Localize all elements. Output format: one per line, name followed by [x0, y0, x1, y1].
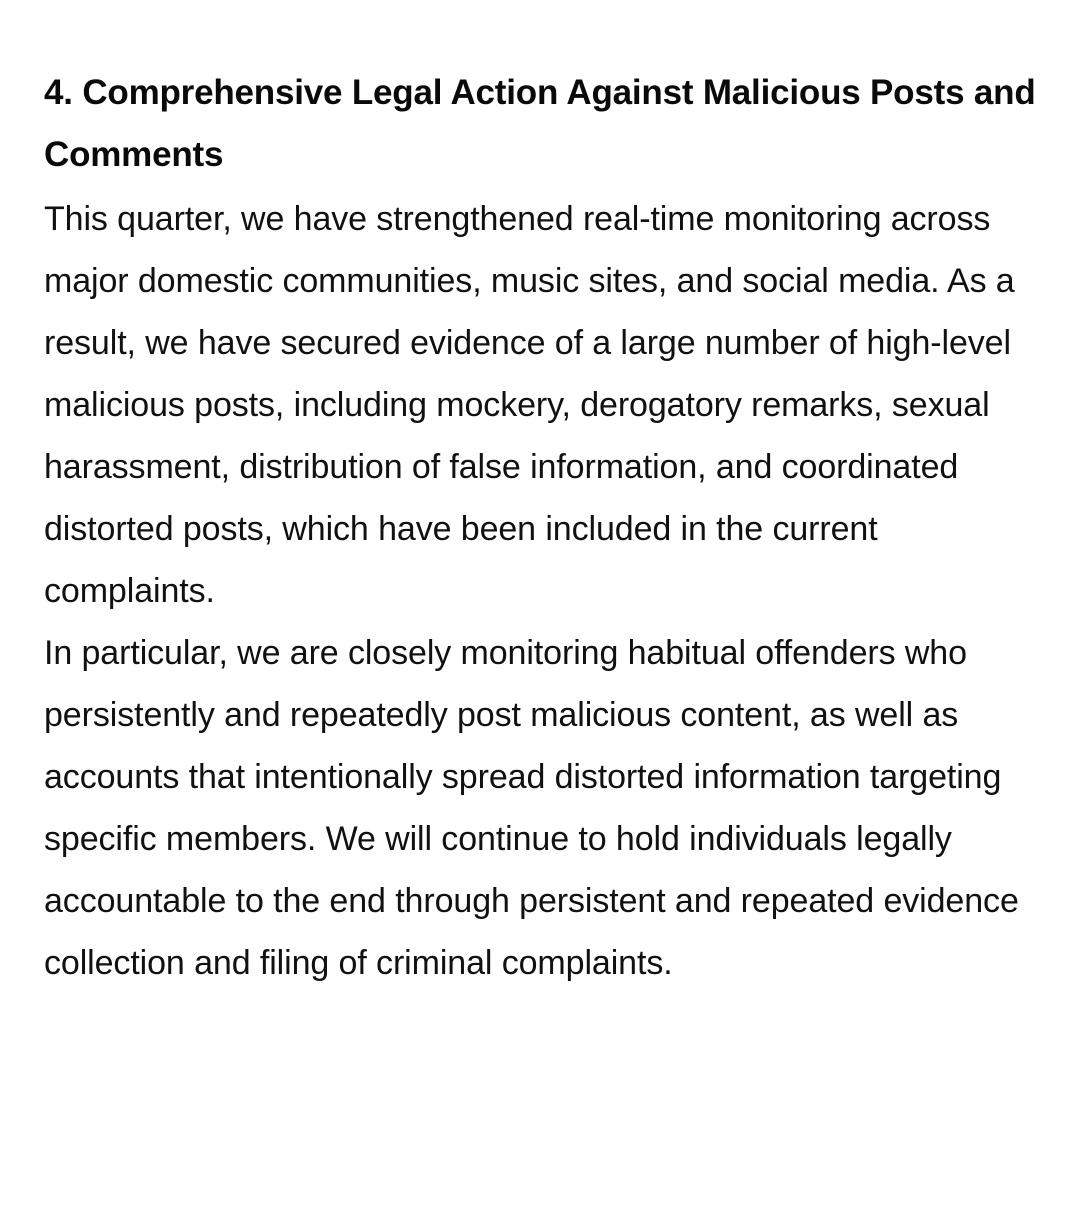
body-paragraph: This quarter, we have strengthened real-time monitoring across major domestic communities, music sites, and social media. As a result, we have secured evidence of a large number of high-level malicious posts, including mockery, derogatory remarks, sexual harassment, distribution of false information, and coordinated distorted posts, which have been included in the current complaints. — [44, 200, 1015, 610]
page-title: 4. Comprehensive Legal Action Against Malicious Posts and Comments — [44, 73, 1036, 174]
body-paragraph: In particular, we are closely monitoring habitual offenders who persistently and repeatedly post malicious content, as well as accounts that intentionally spread distorted information targeting specific members. We will continue to hold individuals legally accountable to the end through persistent and repeated evidence collection and filing of criminal complaints. — [44, 634, 1019, 982]
